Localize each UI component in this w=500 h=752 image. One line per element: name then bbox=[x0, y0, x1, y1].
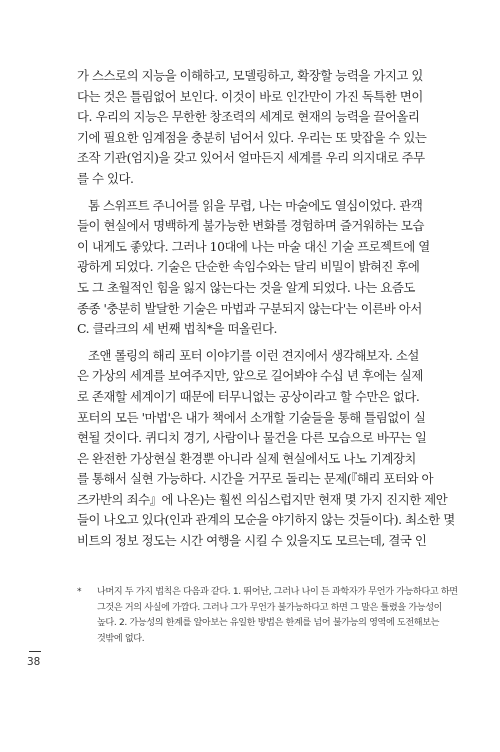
text-line: 조작 기관(엄지)을 갖고 있어서 얼마든지 세계를 우리 의지대로 주무 bbox=[77, 150, 425, 166]
text-line: 조앤 롤링의 해리 포터 이야기를 이런 견지에서 생각해보자. 소설 bbox=[88, 347, 419, 363]
text-line: 종종 '충분히 발달한 기술은 마법과 구분되지 않는다'는 이른바 아서 bbox=[77, 300, 422, 316]
text-line: 가 스스로의 지능을 이해하고, 모델링하고, 확장할 능력을 가지고 있 bbox=[77, 68, 423, 83]
text-line: 다. 우리의 지능은 무한한 창조력의 세계로 현재의 능력을 끌어올리 bbox=[77, 109, 420, 125]
footnote bbox=[77, 585, 458, 647]
text-line: 현될 것이다. 퀴디치 경기, 사람이나 물건을 다른 모습으로 바꾸는 일 bbox=[77, 430, 427, 446]
paragraph bbox=[77, 66, 429, 190]
footnote-line: 나머지 두 가지 법칙은 다음과 같다. 1. 뛰어난, 그러나 나이 든 과학자가 무언가 가능하다고 하면 bbox=[97, 587, 458, 597]
footnote-line: 것밖에 없다. bbox=[97, 633, 145, 644]
text-line: 로 존재할 세계이기 때문에 터무니없는 공상이라고 할 수만은 없다. bbox=[77, 388, 420, 404]
body-text bbox=[77, 66, 455, 558]
paragraph bbox=[77, 346, 455, 552]
page-number: 38 bbox=[27, 656, 41, 668]
text-line: 이 내게도 좋았다. 그러나 10대에 나는 마술 대신 기술 프로젝트에 열 bbox=[77, 238, 430, 254]
text-line: 즈카반의 죄수』에 나온)는 훨씬 의심스럽지만 현재 몇 가지 진지한 제안 bbox=[77, 491, 448, 507]
text-line: 를 수 있다. bbox=[77, 170, 134, 186]
text-line: 기에 필요한 임계점을 충분히 넘어서 있다. 우리는 또 맞잡을 수 있는 bbox=[77, 129, 427, 145]
footnote-line: 그것은 거의 사실에 가깝다. 그러나 그가 무언가 불가능하다고 하면 그 말은 틀렸을 가능성이 bbox=[97, 602, 443, 613]
paragraph bbox=[77, 196, 429, 340]
text-line: C. 클라크의 세 번째 법칙*을 떠올린다. bbox=[77, 321, 278, 337]
text-line: 를 통해서 실현 가능하다. 시간을 거꾸로 돌리는 문제(『해리 포터와 아 bbox=[77, 471, 434, 487]
text-line: 포터의 모든 '마법'은 내가 책에서 소개할 기술들을 통해 틀림없이 실 bbox=[77, 409, 426, 425]
page-number-rule bbox=[29, 651, 41, 652]
text-line: 다는 것은 틀림없어 보인다. 이것이 바로 인간만이 가진 독특한 면이 bbox=[77, 88, 423, 104]
text-line: 은 가상의 세계를 보여주지만, 앞으로 길어봐야 수십 년 후에는 실제 bbox=[77, 368, 423, 384]
text-line: 도 그 초월적인 힘을 잃지 않는다는 것을 알게 되었다. 나는 요즘도 bbox=[77, 279, 415, 295]
text-line: 은 완전한 가상현실 환경뿐 아니라 실제 현실에서도 나노 기계장치 bbox=[77, 450, 416, 466]
text-line: 비트의 정보 정도는 시간 여행을 시킬 수 있을지도 모르는데, 결국 인 bbox=[77, 533, 427, 549]
footnote-line: 높다. 2. 가능성의 한계를 알아보는 유일한 방법은 한계를 넘어 불가능의 영역에 도전해보는 bbox=[97, 618, 440, 628]
text-line: 들이 나오고 있다(인과 관계의 모순을 야기하지 않는 것들이다). 최소한 몇 bbox=[77, 512, 455, 528]
text-line: 톰 스위프트 주니어를 읽을 무렵, 나는 마술에도 열심이었다. 관객 bbox=[88, 197, 423, 213]
footnote-marker: * bbox=[77, 587, 82, 597]
text-line: 들이 현실에서 명백하게 불가능한 변화를 경험하며 즐거워하는 모습 bbox=[77, 218, 424, 234]
text-line: 광하게 되었다. 기술은 단순한 속임수와는 달리 비밀이 밝혀진 후에 bbox=[77, 259, 420, 275]
